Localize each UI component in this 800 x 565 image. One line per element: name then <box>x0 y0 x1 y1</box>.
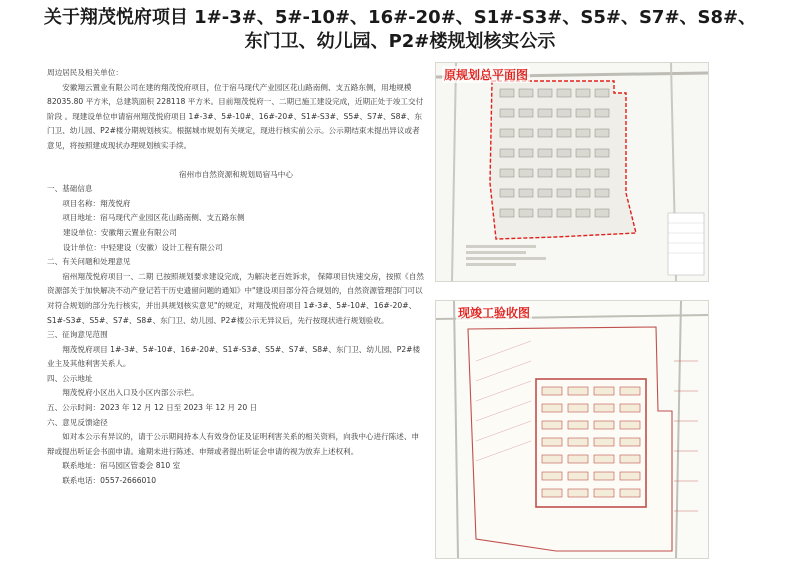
built-building <box>568 489 588 497</box>
as-built-label: 现竣工验收图 <box>458 306 531 320</box>
built-building <box>542 421 562 429</box>
plan-building <box>519 89 533 97</box>
plan-building <box>538 149 552 157</box>
built-building <box>594 489 614 497</box>
page-title <box>0 6 800 54</box>
plan-building <box>595 169 609 177</box>
plan-building <box>519 109 533 117</box>
greeting: 周边居民及相关单位： <box>47 68 123 77</box>
plan-building <box>557 89 571 97</box>
plan-building <box>576 189 590 197</box>
plan-building <box>538 109 552 117</box>
plan-building <box>500 189 514 197</box>
plan-building <box>576 209 590 217</box>
plan-building <box>500 109 514 117</box>
plan-building <box>557 169 571 177</box>
section-heading-basic: 一、基础信息 <box>47 184 93 194</box>
section-heading-issues: 二、有关问题和处理意见 <box>47 257 131 267</box>
plan-building <box>538 189 552 197</box>
plan-building <box>500 89 514 97</box>
location-paragraph: 翔茂悦府小区出入口及小区内部公示栏。 <box>62 388 199 398</box>
section-heading-feedback: 六、意见反馈途径 <box>47 417 108 427</box>
plan-building <box>557 129 571 137</box>
built-building <box>542 438 562 446</box>
plan-building <box>557 209 571 217</box>
plan-building <box>519 169 533 177</box>
plan-building <box>519 149 533 157</box>
built-building <box>542 489 562 497</box>
plan-building <box>519 189 533 197</box>
plan-building <box>500 129 514 137</box>
plan-building <box>576 89 590 97</box>
plan-building <box>538 169 552 177</box>
issues-paragraph: 宿州翔茂悦府项目一、二期 已按照规划要求建设完成，为解决老百姓诉求， 保障项目快速交房，按照《自然资源部关于加快解决不动产登记若干历史遗留问题的通知》中"建设项目部分符合规划的，自然资源管理部门可以对符合规划的部分先行核实，并出具规划核实意见"的规定，对翔茂悦府项目 1#-3#、5#-10#、16#-20#、S1#-S3#、S5#、S7#、S8#、东门卫、幼儿园、P2#楼公示无异议后，先行按现状进行规划验收。 <box>47 271 424 325</box>
built-building <box>542 387 562 395</box>
contact-phone: 联系电话：0557-2666010 <box>62 476 157 486</box>
built-building <box>568 404 588 412</box>
built-building <box>594 472 614 480</box>
built-building <box>568 387 588 395</box>
designer: 设计单位：中轻建设（安徽）设计工程有限公司 <box>62 242 223 252</box>
as-built-plan-image <box>435 300 709 559</box>
built-building <box>620 421 640 429</box>
project-name: 项目名称：翔茂悦府 <box>62 198 131 208</box>
plan-building <box>538 89 552 97</box>
built-building <box>620 387 640 395</box>
section-heading-solicit: 三、征询意见范围 <box>47 330 108 340</box>
title-line-1: 关于翔茂悦府项目 1#-3#、5#-10#、16#-20#、S1#-S3#、S5#、S7#、S8#、 <box>43 7 757 28</box>
built-building <box>568 421 588 429</box>
section-heading-location: 四、公示地址 <box>47 373 93 383</box>
plan-building <box>576 169 590 177</box>
intro-paragraph: 安徽翔云置业有限公司在建的翔茂悦府项目，位于宿马现代产业园区花山路南侧、支五路东侧，用地规模 82035.80 平方米，总建筑面积 228118 平方米。目前翔茂悦府一、二期已施工建设完成，近期正处于竣工交付阶段 。现建设单位申请宿州翔茂悦府项目 1#-3#、5#-10#、16#-20#、S1#-S3#、S5#、S7#、S8#、东门卫、幼儿园、P2#楼分期规划核实。根据城市规划有关规定，现进行核实前公示。公示期结束未提出异议或者意见，将按照建成现状办理规划核实手续。 <box>47 82 424 150</box>
built-building <box>594 455 614 463</box>
plan-building <box>519 129 533 137</box>
notice-body <box>47 66 425 489</box>
plan-building <box>500 149 514 157</box>
built-building <box>620 472 640 480</box>
developer: 建设单位：安徽翔云置业有限公司 <box>62 227 177 237</box>
contact-address: 联系地址：宿马园区管委会 810 室 <box>62 461 181 471</box>
plan-building <box>576 109 590 117</box>
built-building <box>594 421 614 429</box>
solicit-paragraph: 翔茂悦府项目 1#-3#、5#-10#、16#-20#、S1#-S3#、S5#、S7#、S8#、东门卫、幼儿园、P2#楼业主及其他利害关系人。 <box>47 344 421 369</box>
built-building <box>568 472 588 480</box>
plan-building <box>595 189 609 197</box>
plan-building <box>595 129 609 137</box>
original-plan-label: 原规划总平面图 <box>444 68 529 82</box>
plan-building <box>519 209 533 217</box>
spacer <box>47 154 425 168</box>
original-site-plan-image <box>435 62 709 282</box>
plan-building <box>595 109 609 117</box>
built-building <box>620 455 640 463</box>
plan-building <box>576 149 590 157</box>
plan-building <box>500 169 514 177</box>
built-building <box>542 472 562 480</box>
plan-building <box>538 129 552 137</box>
period-line: 五、公示时间：2023 年 12 月 12 日至 2023 年 12 月 20 日 <box>47 403 258 413</box>
built-building <box>542 404 562 412</box>
plan-building <box>557 189 571 197</box>
plan-building <box>557 109 571 117</box>
plan-building <box>500 209 514 217</box>
built-building <box>620 438 640 446</box>
site-plan-drawing <box>436 63 708 281</box>
plan-building <box>595 89 609 97</box>
as-built-drawing <box>436 301 708 558</box>
title-line-2: 东门卫、幼儿园、P2#楼规划核实公示 <box>244 31 556 52</box>
issuer: 宿州市自然资源和规划局宿马中心 <box>179 169 293 179</box>
built-building <box>594 438 614 446</box>
built-building <box>542 455 562 463</box>
built-building <box>620 489 640 497</box>
built-building <box>594 404 614 412</box>
built-building <box>594 387 614 395</box>
plan-building <box>595 149 609 157</box>
plan-building <box>576 129 590 137</box>
plan-building <box>538 209 552 217</box>
plan-building <box>595 209 609 217</box>
built-building <box>568 438 588 446</box>
built-building <box>620 404 640 412</box>
built-building <box>568 455 588 463</box>
feedback-paragraph: 如对本公示有异议的，请于公示期间持本人有效身份证及证明利害关系的相关资料，向我中心进行陈述、申辩或提出听证会书面申请。逾期未进行陈述、申辩或者提出听证会申请的视为放弃上述权利。 <box>47 432 420 456</box>
plan-building <box>557 149 571 157</box>
project-address: 项目地址：宿马现代产业园区花山路南侧、支五路东侧 <box>62 213 245 223</box>
